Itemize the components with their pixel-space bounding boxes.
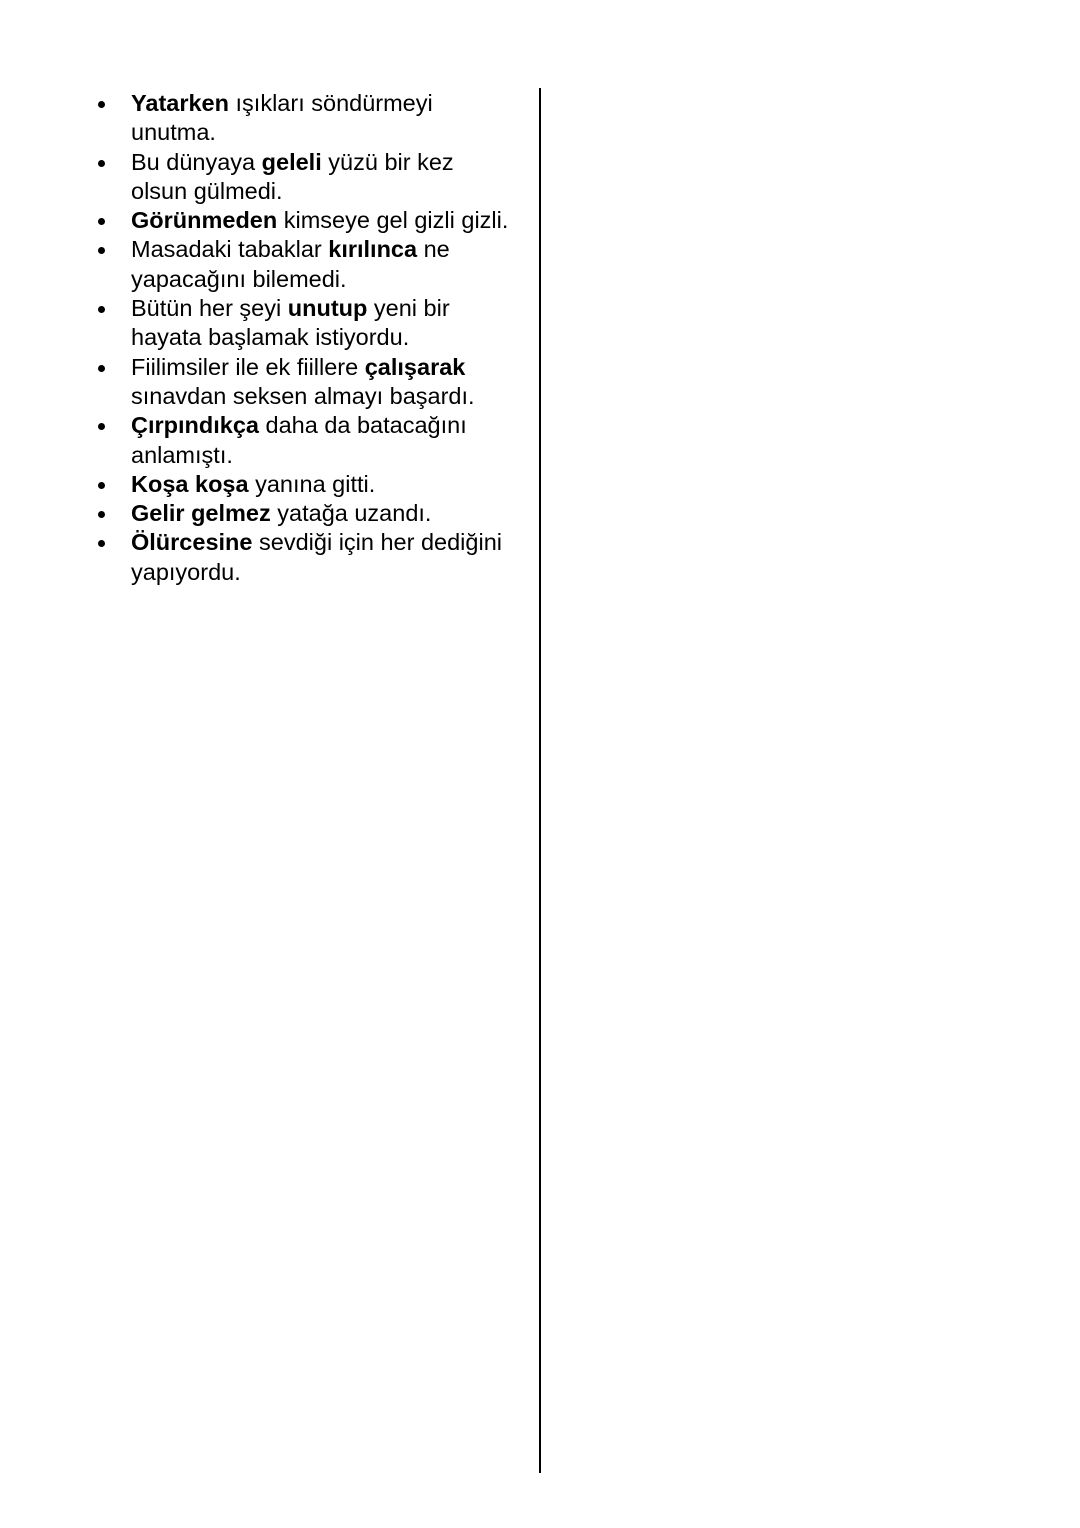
- item-text-bold: çalışarak: [364, 353, 466, 380]
- item-text-after: sevdiği için her dediğini yapıyordu.: [131, 529, 502, 585]
- item-text-bold: Koşa koşa: [131, 470, 249, 497]
- list-item: [94, 148, 514, 207]
- item-text-bold: Görünmeden: [131, 207, 278, 234]
- bullet-dot-icon: [98, 160, 105, 167]
- item-text-after: kimseye gel gizli gizli.: [277, 207, 509, 234]
- list-item: [94, 89, 514, 148]
- bullet-dot-icon: [98, 511, 105, 518]
- item-text-after: yanına gitti.: [248, 470, 376, 497]
- item-text-bold: Gelir gelmez: [131, 500, 271, 527]
- list-item: [94, 499, 514, 528]
- bullet-dot-icon: [98, 482, 105, 489]
- list-item: [94, 235, 514, 294]
- bullet-dot-icon: [98, 423, 105, 430]
- bullet-dot-icon: [98, 306, 105, 313]
- left-column: [94, 89, 514, 587]
- item-text-bold: kırılınca: [328, 236, 418, 263]
- item-text-before: Bütün her şeyi: [131, 295, 288, 322]
- item-text-bold: Çırpındıkça: [131, 412, 259, 439]
- item-text-after: sınavdan seksen almayı başardı.: [131, 382, 475, 409]
- list-item: [94, 470, 514, 499]
- item-text-bold: geleli: [261, 148, 322, 175]
- item-text-after: ışıkları söndürmeyi unutma.: [131, 90, 433, 146]
- item-text-after: yeni bir hayata başlamak istiyordu.: [131, 295, 450, 351]
- list-item: [94, 411, 514, 470]
- item-text-bold: unutup: [287, 295, 368, 322]
- list-item: [94, 353, 514, 412]
- item-text-bold: Yatarken: [131, 90, 229, 116]
- item-text-before: Fiilimsiler ile ek fiillere: [131, 353, 365, 380]
- item-text-after: yatağa uzandı.: [270, 500, 432, 527]
- item-text-before: Bu dünyaya: [131, 148, 262, 175]
- bullet-dot-icon: [98, 101, 105, 108]
- item-text-after: yüzü bir kez olsun gülmedi.: [131, 148, 454, 204]
- bullet-dot-icon: [98, 247, 105, 254]
- item-text-before: Masadaki tabaklar: [131, 236, 329, 263]
- item-text-after: ne yapacağını bilemedi.: [131, 236, 450, 292]
- list-item: [94, 206, 514, 235]
- column-divider: [539, 88, 541, 1473]
- bullet-list: [94, 89, 514, 587]
- bullet-dot-icon: [98, 218, 105, 225]
- list-item: [94, 294, 514, 353]
- item-text-bold: Ölürcesine: [131, 529, 253, 556]
- bullet-dot-icon: [98, 540, 105, 547]
- bullet-dot-icon: [98, 365, 105, 372]
- list-item: [94, 528, 514, 587]
- item-text-after: daha da batacağını anlamıştı.: [131, 412, 467, 468]
